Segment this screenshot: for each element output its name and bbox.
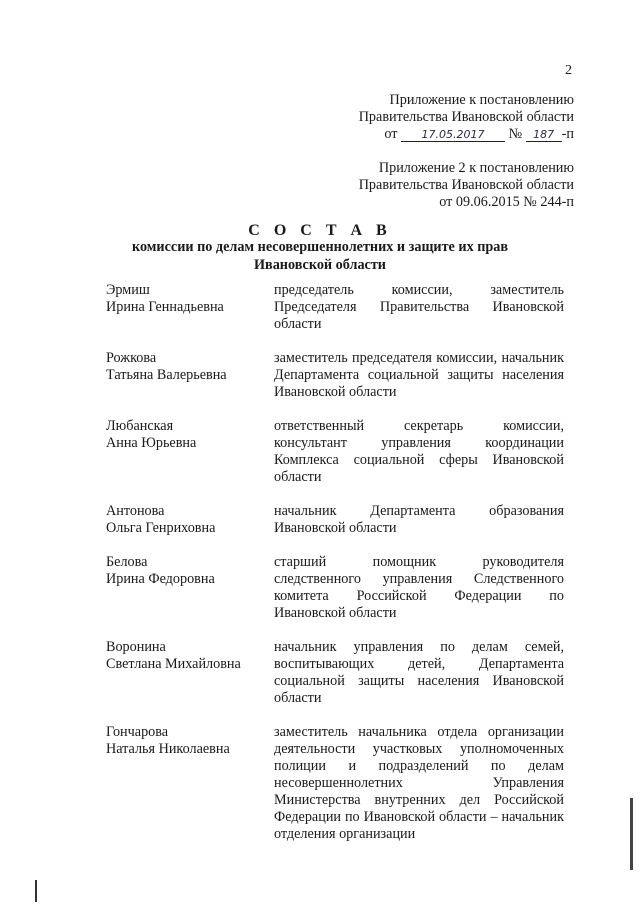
- member-row: [106, 418, 574, 486]
- member-given-names: Ирина Федоровна: [106, 571, 215, 587]
- member-name: [106, 724, 274, 843]
- member-given-names: Светлана Михайловна: [106, 656, 241, 672]
- member-name: [106, 503, 274, 537]
- member-surname: Белова: [106, 554, 148, 570]
- appendix2-line-2: Правительства Ивановской области: [358, 177, 574, 193]
- member-given-names: Анна Юрьевна: [106, 435, 197, 451]
- appendix2-line-1: Приложение 2 к постановлению: [378, 160, 574, 176]
- appendix-reference-current: [359, 92, 574, 143]
- member-name: [106, 350, 274, 401]
- scan-artifact-right: [630, 798, 633, 870]
- handwritten-number: 187: [526, 128, 562, 142]
- appendix2-line-3: от 09.06.2015 № 244-п: [439, 194, 574, 210]
- appendix-reference-original: [359, 160, 574, 211]
- handwritten-date: 17.05.2017: [401, 128, 505, 142]
- member-name: [106, 282, 274, 333]
- member-row: [106, 724, 574, 843]
- member-row: [106, 639, 574, 707]
- date-prefix: от: [384, 126, 398, 142]
- scan-artifact-left: [35, 880, 37, 902]
- appendix-date-number-line: [359, 126, 574, 143]
- member-surname: Гончарова: [106, 724, 169, 740]
- member-name: [106, 639, 274, 707]
- page-number: 2: [565, 63, 572, 78]
- member-role: начальник управления по делам семей, воспитывающих детей, Департамента социальной защиты населения Ивановской области: [274, 639, 564, 706]
- member-surname: Антонова: [106, 503, 165, 519]
- member-role: председатель комиссии, заместитель Председателя Правительства Ивановской области: [274, 282, 564, 332]
- member-surname: Воронина: [106, 639, 166, 655]
- member-given-names: Наталья Николаевна: [106, 741, 230, 757]
- document-subtitle: [0, 238, 640, 274]
- member-row: [106, 503, 574, 537]
- member-name: [106, 418, 274, 486]
- member-row: [106, 350, 574, 401]
- member-row: [106, 554, 574, 622]
- member-role: начальник Департамента образования Ивановской области: [274, 503, 564, 536]
- member-given-names: Татьяна Валерьевна: [106, 367, 227, 383]
- member-role: старший помощник руководителя следственного управления Следственного комитета Российской Федерации по Ивановской области: [274, 554, 564, 621]
- member-surname: Эрмиш: [106, 282, 150, 298]
- member-given-names: Ирина Геннадьевна: [106, 299, 224, 315]
- appendix-line-1: Приложение к постановлению: [389, 92, 574, 108]
- member-role: заместитель председателя комиссии, начальник Департамента социальной защиты населения Ивановской области: [274, 350, 564, 400]
- member-surname: Любанская: [106, 418, 174, 434]
- members-list: [106, 282, 574, 860]
- member-name: [106, 554, 274, 622]
- member-given-names: Ольга Генриховна: [106, 520, 216, 536]
- member-row: [106, 282, 574, 333]
- document-title: С О С Т А В: [248, 222, 392, 239]
- number-sign: №: [508, 126, 523, 142]
- member-role: ответственный секретарь комиссии, консультант управления координации Комплекса социальной сферы Ивановской области: [274, 418, 564, 485]
- appendix-line-2: Правительства Ивановской области: [358, 109, 574, 125]
- member-surname: Рожкова: [106, 350, 157, 366]
- subtitle-line-1: комиссии по делам несовершеннолетних и защите их прав: [131, 239, 509, 255]
- member-role: заместитель начальника отдела организации деятельности участковых уполномоченных полиции и подразделений по делам несовершеннолетних Управления Министерства внутренних дел Российской Федерации по Ивановской области – начальник отделения организации: [274, 724, 564, 842]
- subtitle-line-2: Ивановской области: [254, 257, 386, 273]
- number-suffix: -п: [561, 126, 574, 142]
